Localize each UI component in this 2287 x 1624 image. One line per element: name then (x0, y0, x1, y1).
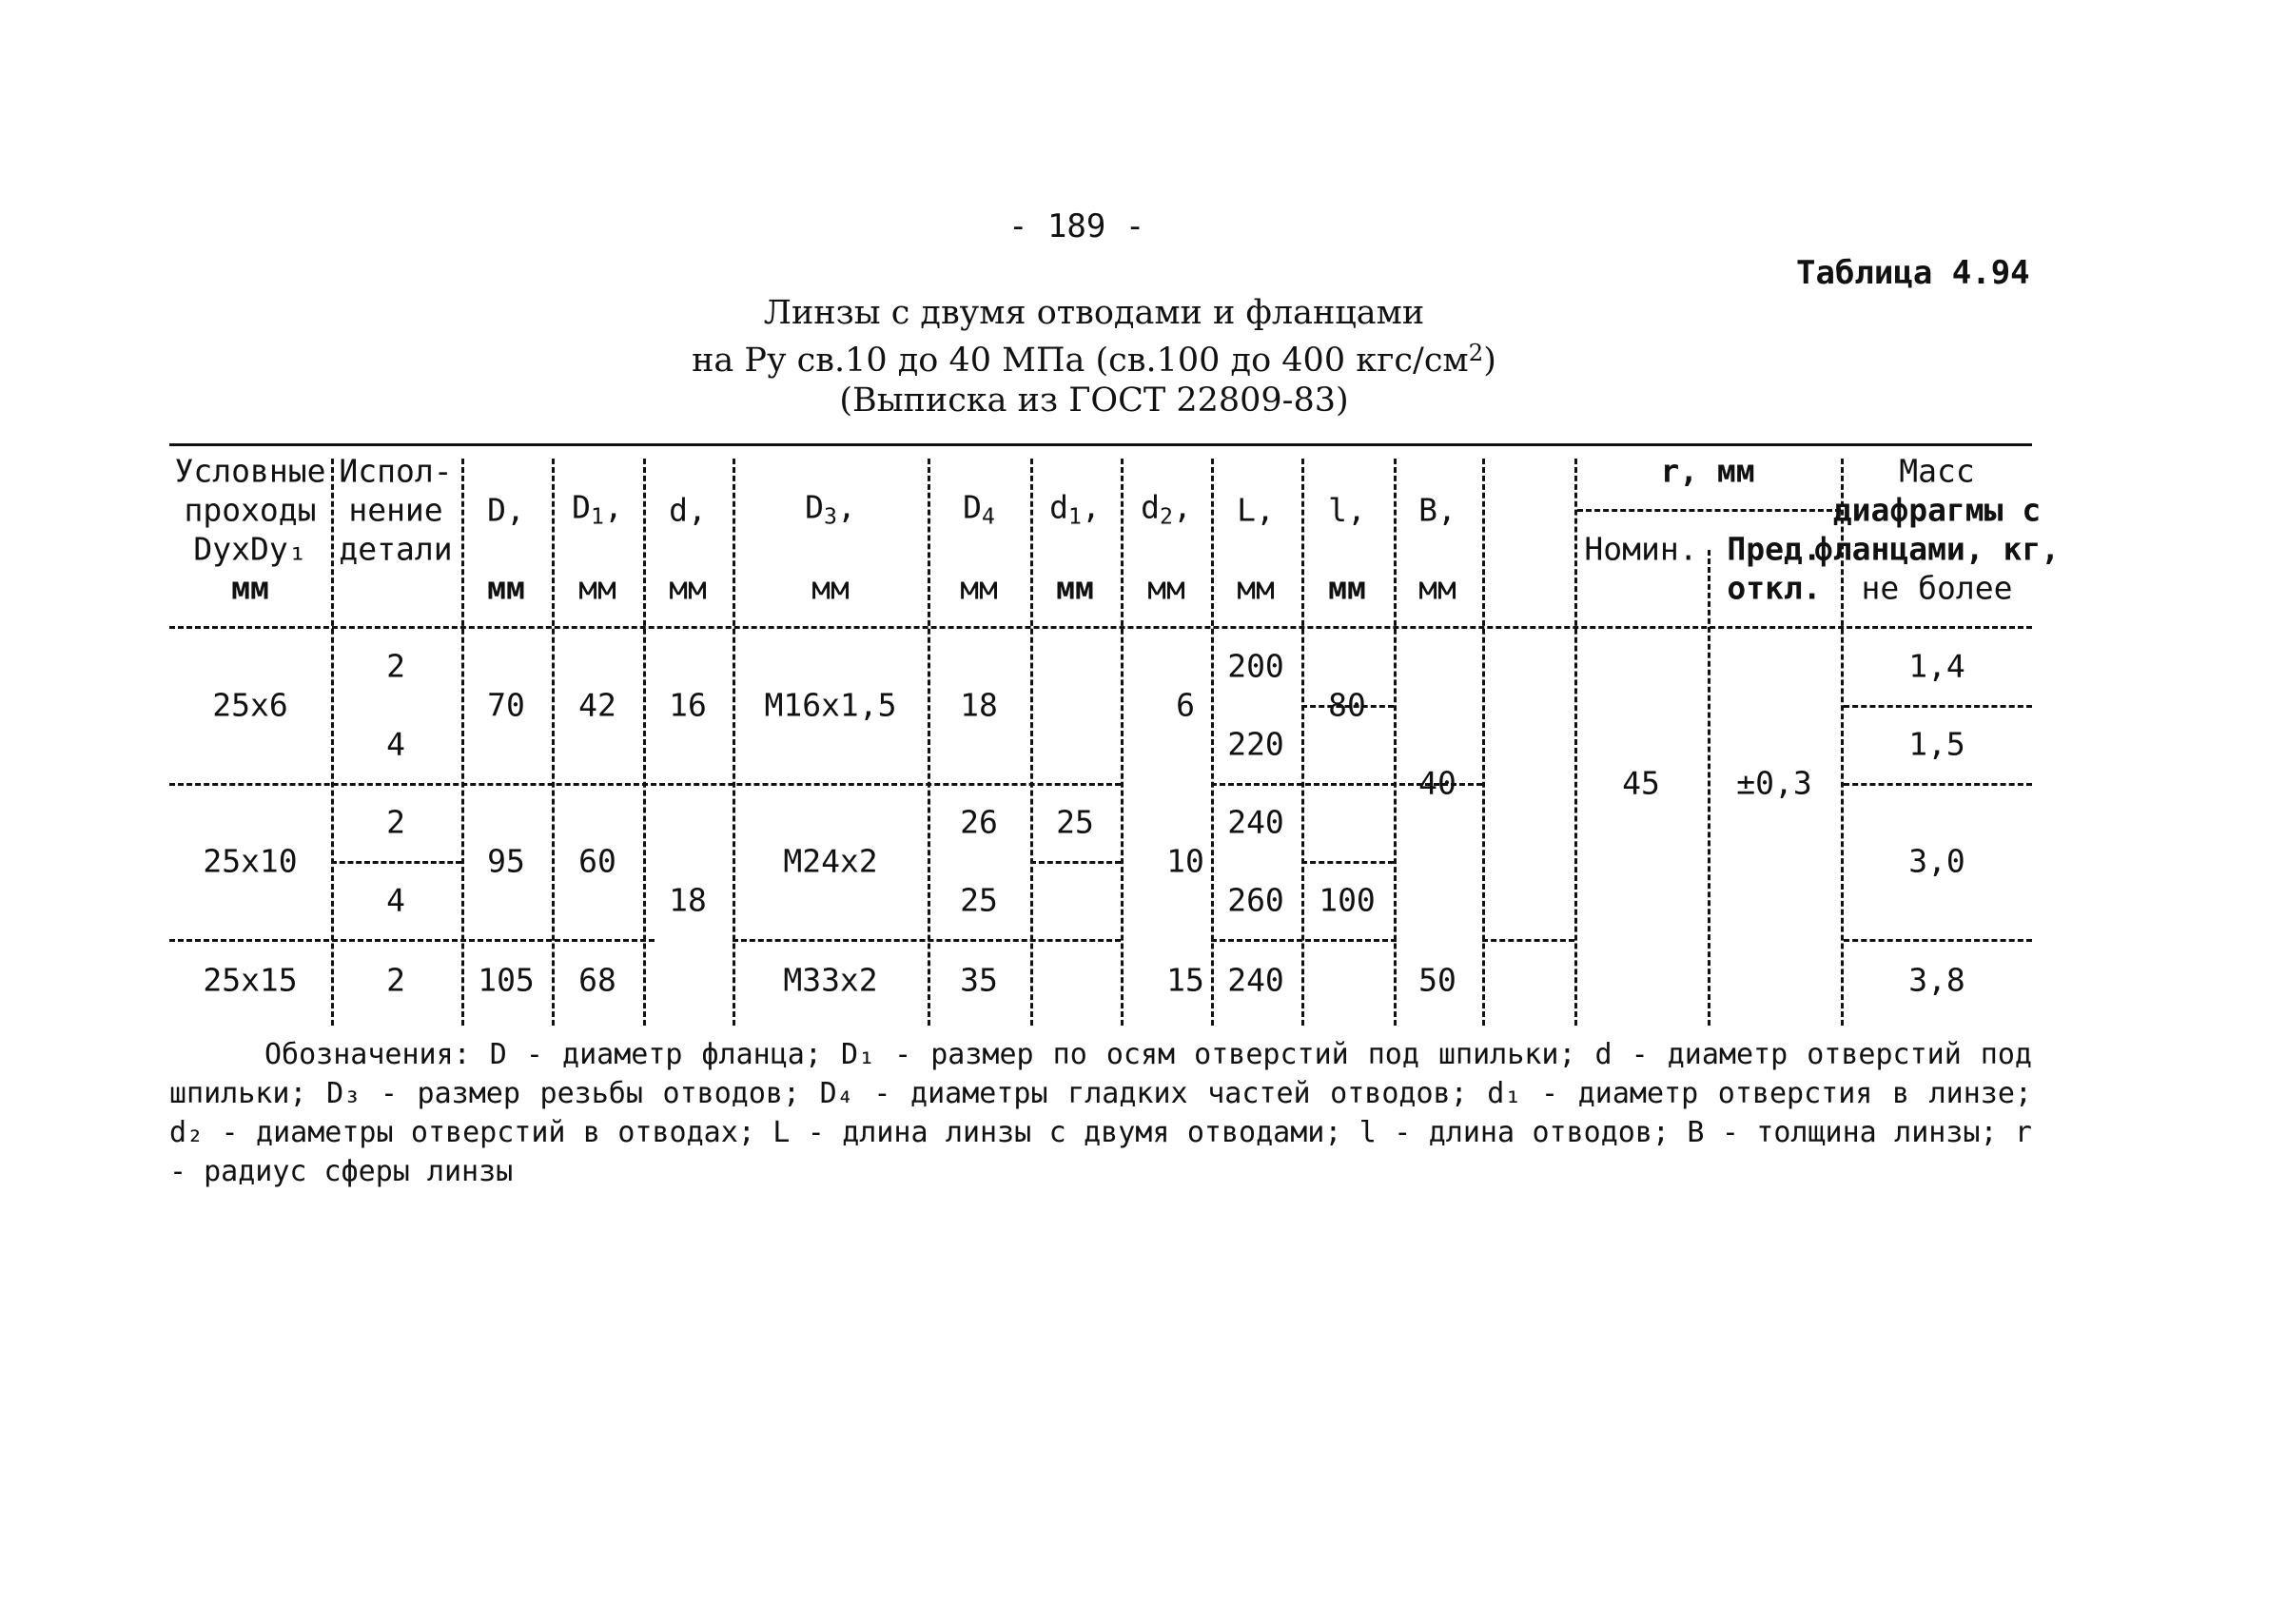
hdr-D4: $D_4$ (963, 488, 995, 530)
row2-D4-a: 26 (960, 803, 998, 841)
row1-d2: 6 (1176, 686, 1195, 724)
row3-D1: 68 (578, 961, 616, 999)
hdr-D4-unit: мм (960, 569, 998, 607)
hdr-conditional-passage-3: DyxDy₁ (193, 530, 307, 568)
legend-text: Обозначения: D - диаметр фланца; D₁ - размер по осям отверстий под шпильки; d - диаметр отверстий под шпильки; D₃ - размер резьбы отводов; D₄ - диаметры гладких частей отводов; d₁ - диаметр отверстия в линзе; d₂ - диаметры отверстий в отводах; L - длина линзы с двумя отводами; l - длина отводов; B - толщина линзы; r - радиус сферы линзы (169, 1038, 2032, 1188)
table-label: Таблица 4.94 (1796, 254, 2030, 292)
hdr-D1: $D_1$, (572, 488, 623, 530)
row1-d: 16 (669, 686, 707, 724)
hdr-mass-4: не более (1861, 569, 2013, 607)
shared-r-nominal: 45 (1622, 764, 1660, 802)
hdr-r-deviation-1: Пред. (1727, 530, 1822, 568)
legend-notes (169, 1035, 2032, 1191)
row1-D4: 18 (960, 686, 998, 724)
hdr-execution-2: нение (348, 491, 443, 529)
hdr-r-deviation-2: откл. (1727, 569, 1822, 607)
row2-L-b: 260 (1227, 881, 1284, 919)
hdr-D: D, (487, 491, 525, 529)
hdr-mass-3: фланцами, кг, (1813, 530, 2061, 568)
row1-dn: 25x6 (212, 686, 288, 724)
title-line-1: Линзы с двумя отводами и фланцами (763, 294, 1425, 332)
row2-d2: 10 (1166, 842, 1204, 880)
row1-exec-b: 4 (386, 725, 405, 763)
row1-D3: М16х1,5 (764, 686, 897, 724)
hdr-D3: $D_3$, (805, 488, 856, 530)
row3-mass: 3,8 (1908, 961, 1965, 999)
hdr-r-nominal: Номин. (1584, 530, 1698, 568)
hdr-l: l, (1328, 491, 1366, 529)
hdr-execution-1: Испол- (339, 452, 453, 490)
row3-exec: 2 (386, 961, 405, 999)
row1-L-b: 220 (1227, 725, 1284, 763)
row3-D: 105 (478, 961, 535, 999)
table-title (476, 293, 1712, 421)
shared-B: 40 (1418, 764, 1456, 802)
hdr-D1-unit: мм (578, 569, 616, 607)
row2-D1: 60 (578, 842, 616, 880)
data-table (169, 447, 2061, 1026)
row2-exec-b: 4 (386, 881, 405, 919)
row1-l: 80 (1328, 686, 1366, 724)
title-line-2: на Ру св.10 до 40 МПа (св.100 до 400 кгс/$см^2$) (692, 339, 1496, 381)
hdr-l-unit: мм (1328, 569, 1366, 607)
row1-exec-a: 2 (386, 647, 405, 685)
hdr-L-unit: мм (1237, 569, 1275, 607)
shared-d1: 25 (1056, 803, 1094, 841)
hdr-sphere-radius: r, мм (1660, 452, 1755, 490)
row1-mass-b: 1,5 (1908, 725, 1965, 763)
hdr-conditional-passage-2: проходы (184, 491, 317, 529)
hdr-mass-2: диафрагмы с (1832, 491, 2042, 529)
row2-D: 95 (487, 842, 525, 880)
hdr-d2: $d_2$, (1141, 488, 1192, 530)
hdr-D3-unit: мм (811, 569, 850, 607)
row2-mass: 3,0 (1908, 842, 1965, 880)
hdr-d-unit: мм (669, 569, 707, 607)
hdr-conditional-passage-unit: мм (231, 569, 269, 607)
row1-mass-a: 1,4 (1908, 647, 1965, 685)
row3-d2: 15 (1166, 961, 1204, 999)
row3-dn: 25x15 (203, 961, 298, 999)
row2-dn: 25x10 (203, 842, 298, 880)
row2-l: 100 (1319, 881, 1376, 919)
hdr-d1: $d_1$, (1049, 488, 1101, 530)
hdr-conditional-passage-1: Условные (174, 452, 326, 490)
row3-D4: 35 (960, 961, 998, 999)
hdr-d1-unit: мм (1056, 569, 1094, 607)
row3-L: 240 (1227, 961, 1284, 999)
row1-L-a: 200 (1227, 647, 1284, 685)
page-number: - 189 - (1008, 207, 1145, 245)
row3-B: 50 (1418, 961, 1456, 999)
row1-D1: 42 (578, 686, 616, 724)
row2-D4-b: 25 (960, 881, 998, 919)
table-top-rule (169, 443, 2032, 446)
row3-D3: М33х2 (783, 961, 878, 999)
row2-D3: М24х2 (783, 842, 878, 880)
hdr-L: L, (1237, 491, 1275, 529)
hdr-execution-3: детали (339, 530, 453, 568)
row2-d: 18 (669, 881, 707, 919)
hdr-mass-1: Масс (1899, 452, 1975, 490)
row1-D: 70 (487, 686, 525, 724)
hdr-d2-unit: мм (1147, 569, 1185, 607)
hdr-B-unit: мм (1418, 569, 1456, 607)
hdr-B: B, (1418, 491, 1456, 529)
hdr-d: d, (669, 491, 707, 529)
row2-exec-a: 2 (386, 803, 405, 841)
title-line-3: (Выписка из ГОСТ 22809-83) (839, 382, 1349, 421)
shared-r-deviation: ±0,3 (1736, 764, 1812, 802)
row2-L-a: 240 (1227, 803, 1284, 841)
hdr-D-unit: мм (487, 569, 525, 607)
